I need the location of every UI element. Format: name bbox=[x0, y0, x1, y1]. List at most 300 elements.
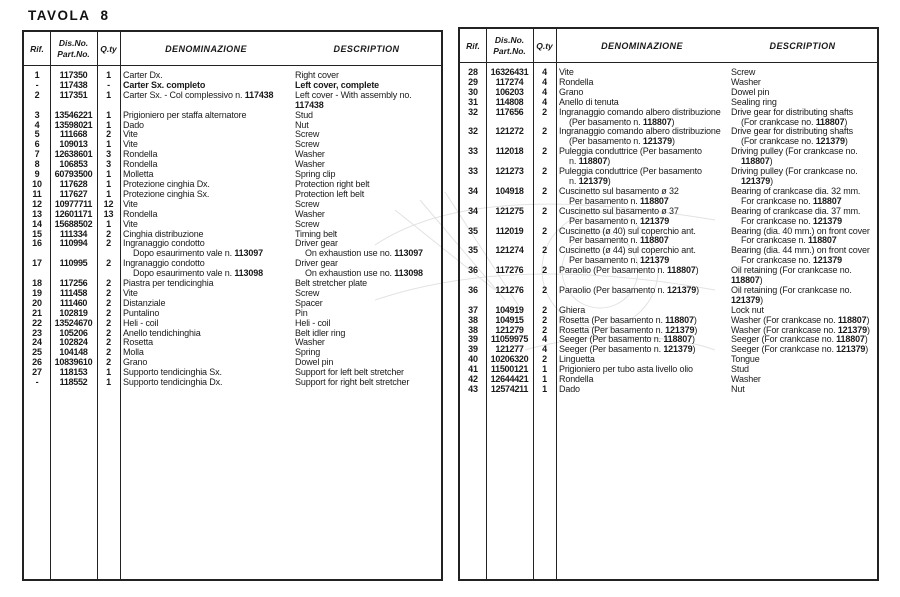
cell-part: 11059975 bbox=[490, 334, 529, 345]
cell-den bbox=[556, 167, 728, 187]
cell-rif: 38 bbox=[468, 314, 478, 325]
cell-qty: 2 bbox=[542, 304, 547, 315]
row-text-line: Bearing (dia. 44 mm.) on front cover bbox=[731, 245, 870, 256]
cell-qty: 2 bbox=[542, 245, 547, 256]
cell-desc bbox=[728, 207, 877, 227]
cell-part: 121274 bbox=[495, 245, 524, 256]
row-note-line: Per basamento n. 121379 bbox=[569, 255, 670, 266]
cell-qty: 1 bbox=[106, 119, 111, 130]
cell-part: 121276 bbox=[495, 284, 524, 295]
cell-qty: 1 bbox=[106, 109, 111, 120]
column-divider bbox=[556, 29, 557, 579]
cell-qty: 4 bbox=[542, 344, 547, 355]
cell-rif: 15 bbox=[32, 228, 42, 239]
row-text-line: Drive gear for distributing shafts bbox=[731, 126, 853, 137]
cell-part: 102824 bbox=[59, 337, 88, 348]
row-text-line: Screw bbox=[295, 287, 320, 298]
cell-part: 110995 bbox=[59, 258, 88, 269]
row-text-line: Anello di tenuta bbox=[559, 96, 619, 107]
row-text-line: Grano bbox=[559, 86, 584, 97]
row-note-line: For crankcase no. 121379 bbox=[741, 255, 842, 266]
cell-qty: 4 bbox=[542, 67, 547, 77]
row-note-line: n. 121379) bbox=[569, 175, 611, 186]
row-text-line: Ghiera bbox=[559, 304, 586, 315]
col-header-qty: Q.ty bbox=[536, 40, 553, 51]
cell-part: 104919 bbox=[495, 304, 524, 315]
cell-qty: 2 bbox=[542, 185, 547, 196]
cell-rif: 16 bbox=[32, 238, 42, 249]
cell-desc bbox=[292, 111, 441, 121]
cell-part: 104915 bbox=[495, 314, 524, 325]
cell-qty: 3 bbox=[106, 149, 111, 160]
cell-den bbox=[556, 266, 728, 276]
cell-part: 121273 bbox=[495, 166, 524, 177]
row-text-line: Puleggia conduttrice (Per basamento bbox=[559, 146, 702, 157]
cell-desc bbox=[728, 127, 877, 147]
row-text-line: Vite bbox=[123, 139, 138, 150]
row-text-line: Washer bbox=[295, 208, 325, 219]
cell-desc bbox=[292, 239, 441, 259]
row-text-line: Dado bbox=[559, 384, 580, 394]
cell-qty: 2 bbox=[542, 166, 547, 177]
cell-rif: 42 bbox=[468, 374, 478, 385]
cell-desc bbox=[728, 108, 877, 128]
row-text-line: Nut bbox=[295, 119, 309, 130]
cell-den bbox=[556, 385, 728, 395]
cell-rif: 23 bbox=[32, 327, 42, 338]
row-note-line: Per basamento n. 118807 bbox=[569, 195, 669, 206]
row-text-line: Rosetta bbox=[123, 337, 153, 348]
cell-den bbox=[556, 286, 728, 296]
cell-part: 111460 bbox=[59, 297, 88, 308]
cell-desc bbox=[292, 299, 441, 309]
cell-qty: 2 bbox=[106, 327, 111, 338]
cell-rif: 32 bbox=[468, 126, 478, 137]
col-header-denominazione: DENOMINAZIONE bbox=[601, 40, 683, 51]
row-text-line: Ingranaggio comando albero distribuzione bbox=[559, 126, 721, 137]
col-header-part-no bbox=[50, 38, 97, 59]
cell-part: 117276 bbox=[495, 265, 524, 276]
row-text-line: Tongue bbox=[731, 354, 760, 365]
row-text-line: Ingranaggio condotto bbox=[123, 238, 205, 249]
cell-den bbox=[120, 210, 292, 220]
parts-table-right bbox=[458, 27, 879, 581]
table-row bbox=[460, 246, 877, 266]
row-text-line: Seeger (Per basamento n. 121379) bbox=[559, 344, 696, 355]
col-header-part-no bbox=[486, 35, 533, 56]
row-text-line: Protezione cinghia Sx. bbox=[123, 188, 210, 199]
cell-part: 112019 bbox=[495, 225, 524, 236]
cell-qty: 1 bbox=[542, 364, 547, 375]
cell-qty: 2 bbox=[542, 205, 547, 216]
row-text-line: Bearing (dia. 40 mm.) on front cover bbox=[731, 225, 870, 236]
col-header-rif: Rif. bbox=[30, 43, 44, 54]
table-row bbox=[460, 147, 877, 167]
col-header-description: DESCRIPTION bbox=[769, 40, 836, 51]
row-note-line: Per basamento n. 118807 bbox=[569, 235, 669, 246]
cell-desc bbox=[728, 355, 877, 365]
cell-rif: 37 bbox=[468, 304, 478, 315]
row-text-line: Supporto tendicinghia Dx. bbox=[123, 377, 223, 388]
col-header-dis-no: Dis.No. bbox=[494, 35, 525, 45]
row-text-line: Washer bbox=[731, 374, 761, 385]
row-text-line: Vite bbox=[559, 67, 574, 77]
row-text-line: Rondella bbox=[559, 76, 594, 87]
row-text-line: Vite bbox=[123, 287, 138, 298]
row-text-line: Spring bbox=[295, 347, 321, 358]
table-row bbox=[24, 239, 441, 259]
row-text-line: Belt idler ring bbox=[295, 327, 346, 338]
row-text-line: Washer bbox=[295, 149, 325, 160]
row-text-line: Puntalino bbox=[123, 307, 160, 318]
row-text-line: Dowel pin bbox=[731, 86, 770, 97]
row-text-line: Drive gear for distributing shafts bbox=[731, 106, 853, 117]
row-text-line: Bearing of crankcase dia. 37 mm. bbox=[731, 205, 861, 216]
cell-part: 10839610 bbox=[54, 357, 93, 368]
cell-rif: 21 bbox=[32, 307, 42, 318]
cell-qty: 2 bbox=[106, 129, 111, 140]
cell-qty: 2 bbox=[106, 357, 111, 368]
cell-qty: 1 bbox=[542, 384, 547, 394]
cell-den bbox=[556, 375, 728, 385]
cell-qty: 4 bbox=[542, 76, 547, 87]
row-text-line: Cuscinetto (ø 40) sul coperchio ant. bbox=[559, 225, 696, 236]
row-text-line: Ingranaggio condotto bbox=[123, 258, 205, 269]
cell-desc bbox=[728, 227, 877, 247]
cell-rif: 5 bbox=[34, 129, 40, 140]
cell-den bbox=[120, 239, 292, 259]
cell-part: 10206320 bbox=[490, 354, 529, 365]
row-text-line: Ingranaggio comando albero distribuzione bbox=[559, 106, 721, 117]
cell-qty: 2 bbox=[106, 337, 111, 348]
cell-part: 105206 bbox=[59, 327, 88, 338]
cell-rif: 26 bbox=[32, 357, 42, 368]
cell-rif: 27 bbox=[32, 367, 42, 378]
cell-qty: 1 bbox=[106, 89, 111, 100]
cell-part: 11500121 bbox=[490, 364, 529, 375]
row-note-line: Dopo esaurimento vale n. 113098 bbox=[133, 268, 263, 279]
cell-qty: 1 bbox=[106, 188, 111, 199]
cell-qty: 2 bbox=[542, 265, 547, 276]
cell-qty: 2 bbox=[106, 297, 111, 308]
row-text-line: Vite bbox=[123, 198, 138, 209]
row-text-line: Heli - coil bbox=[123, 317, 159, 328]
cell-qty: 1 bbox=[106, 70, 111, 80]
row-text-line: Washer (For crankcase no. 121379) bbox=[731, 324, 870, 335]
col-header-description: DESCRIPTION bbox=[333, 43, 400, 54]
cell-qty: 4 bbox=[542, 86, 547, 97]
col-header-rif: Rif. bbox=[466, 40, 480, 51]
cell-den bbox=[120, 130, 292, 140]
cell-desc bbox=[728, 385, 877, 395]
cell-part: 104148 bbox=[59, 347, 88, 358]
col-header-denominazione: DENOMINAZIONE bbox=[165, 43, 247, 54]
cell-rif: 11 bbox=[32, 188, 42, 199]
row-text-line: Prigioniero per staffa alternatore bbox=[123, 109, 247, 120]
column-divider bbox=[97, 32, 98, 579]
cell-rif: 32 bbox=[468, 106, 478, 117]
cell-rif: 38 bbox=[468, 324, 478, 335]
row-text-line: Stud bbox=[295, 109, 313, 120]
row-text-line: Molla bbox=[123, 347, 144, 358]
cell-part: 110994 bbox=[59, 238, 88, 249]
row-note-line: Dopo esaurimento vale n. 113097 bbox=[133, 248, 263, 259]
table-header-right bbox=[460, 29, 877, 63]
cell-desc bbox=[728, 286, 877, 306]
cell-rif: 3 bbox=[34, 109, 40, 120]
cell-rif: 34 bbox=[468, 205, 478, 216]
row-text-line: Oil retaining (For crankcase no. 118807) bbox=[731, 265, 852, 286]
cell-part: 111668 bbox=[59, 129, 88, 140]
cell-qty: 4 bbox=[542, 334, 547, 345]
row-text-line: Bearing of crankcase dia. 32 mm. bbox=[731, 185, 861, 196]
row-text-line: Driving pulley (For crankcase no. bbox=[731, 166, 858, 177]
cell-qty: 1 bbox=[106, 367, 111, 378]
cell-qty: 2 bbox=[542, 106, 547, 117]
cell-qty: 2 bbox=[106, 287, 111, 298]
row-text-line: Molletta bbox=[123, 169, 154, 180]
row-text-line: Washer bbox=[295, 159, 325, 170]
cell-desc bbox=[728, 266, 877, 286]
row-text-line: Rondella bbox=[123, 159, 158, 170]
cell-part: 117350 bbox=[59, 70, 88, 80]
cell-desc bbox=[728, 187, 877, 207]
row-text-line: Support for left belt stretcher bbox=[295, 367, 404, 378]
cell-qty: 2 bbox=[106, 228, 111, 239]
cell-part: 109013 bbox=[59, 139, 88, 150]
cell-qty: 3 bbox=[106, 159, 111, 170]
row-text-line: Left cover - With assembly no. 117438 bbox=[295, 89, 412, 110]
table-row bbox=[460, 127, 877, 147]
cell-qty: 2 bbox=[542, 314, 547, 325]
cell-rif: 2 bbox=[34, 89, 40, 100]
cell-qty: 2 bbox=[106, 347, 111, 358]
cell-rif: - bbox=[35, 377, 39, 388]
cell-qty: 2 bbox=[542, 324, 547, 335]
row-text-line: Anello tendichinghia bbox=[123, 327, 201, 338]
row-text-line: Protection left belt bbox=[295, 188, 365, 199]
table-row bbox=[460, 227, 877, 247]
cell-qty: 2 bbox=[106, 238, 111, 249]
cell-desc bbox=[728, 147, 877, 167]
column-divider bbox=[50, 32, 51, 579]
cell-rif: 35 bbox=[468, 225, 478, 236]
cell-qty: 2 bbox=[542, 354, 547, 365]
cell-part: 15688502 bbox=[54, 218, 93, 229]
cell-part: 111458 bbox=[59, 287, 88, 298]
cell-den bbox=[556, 227, 728, 247]
cell-den bbox=[556, 127, 728, 147]
row-text-line: Piastra per tendicinghia bbox=[123, 278, 214, 289]
row-text-line: Washer bbox=[295, 337, 325, 348]
cell-part: 13598021 bbox=[54, 119, 93, 130]
row-text-line: Oil retaining (For crankcase no. 121379) bbox=[731, 284, 852, 305]
row-note-line: (Per basamento n. 121379) bbox=[569, 136, 675, 147]
row-text-line: Timing belt bbox=[295, 228, 338, 239]
cell-qty: 2 bbox=[542, 284, 547, 295]
cell-den bbox=[120, 91, 292, 101]
row-text-line: Paraolio (Per basamento n. 118807) bbox=[559, 265, 699, 276]
cell-desc bbox=[728, 246, 877, 266]
cell-part: 117438 bbox=[59, 79, 88, 90]
row-note-line: For crankcase no. 118807 bbox=[741, 195, 842, 206]
cell-den bbox=[120, 190, 292, 200]
table-row bbox=[460, 187, 877, 207]
cell-qty: 2 bbox=[106, 317, 111, 328]
row-text-line: Left cover, complete bbox=[295, 79, 380, 90]
cell-rif: 31 bbox=[468, 96, 478, 107]
cell-rif: 34 bbox=[468, 185, 478, 196]
row-note-line: For crankcase no. 121379 bbox=[741, 215, 842, 226]
cell-part: 13546221 bbox=[54, 109, 93, 120]
cell-rif: 20 bbox=[32, 297, 42, 308]
cell-part: 12574211 bbox=[490, 384, 529, 394]
row-text-line: Belt stretcher plate bbox=[295, 278, 368, 289]
row-text-line: Screw bbox=[731, 67, 756, 77]
table-row bbox=[24, 220, 441, 230]
cell-rif: 25 bbox=[32, 347, 42, 358]
cell-rif: 10 bbox=[32, 178, 42, 189]
cell-den bbox=[120, 378, 292, 388]
cell-part: 12644421 bbox=[490, 374, 529, 385]
row-text-line: Screw bbox=[295, 198, 320, 209]
row-note-line: (Per basamento n. 118807) bbox=[569, 116, 675, 127]
cell-den bbox=[556, 207, 728, 227]
cell-qty: 2 bbox=[542, 146, 547, 157]
cell-qty: 1 bbox=[106, 178, 111, 189]
cell-part: 121272 bbox=[495, 126, 524, 137]
table-row bbox=[460, 385, 877, 395]
cell-den bbox=[120, 279, 292, 289]
row-text-line: Dowel pin bbox=[295, 357, 334, 368]
cell-qty: - bbox=[107, 79, 110, 90]
cell-den bbox=[120, 111, 292, 121]
row-text-line: Rondella bbox=[123, 149, 158, 160]
row-text-line: Protezione cinghia Dx. bbox=[123, 178, 210, 189]
cell-part: 117256 bbox=[59, 278, 88, 289]
row-text-line: Rosetta (Per basamento n. 118807) bbox=[559, 314, 697, 325]
cell-rif: 22 bbox=[32, 317, 42, 328]
row-text-line: Driver gear bbox=[295, 238, 338, 249]
row-text-line: Rosetta (Per basamento n. 121379) bbox=[559, 324, 698, 335]
cell-qty: 2 bbox=[106, 278, 111, 289]
cell-rif: 9 bbox=[34, 169, 40, 180]
table-row bbox=[460, 108, 877, 128]
row-text-line: Cinghia distribuzione bbox=[123, 228, 204, 239]
table-row bbox=[460, 286, 877, 306]
row-text-line: Heli - coil bbox=[295, 317, 331, 328]
row-text-line: Cuscinetto sul basamento ø 37 bbox=[559, 205, 679, 216]
cell-part: 117656 bbox=[495, 106, 524, 117]
cell-part: 121275 bbox=[495, 205, 524, 216]
row-text-line: Spring clip bbox=[295, 169, 336, 180]
cell-rif: 17 bbox=[32, 258, 42, 269]
row-text-line: Driver gear bbox=[295, 258, 338, 269]
row-text-line: Sealing ring bbox=[731, 96, 777, 107]
row-note-line: 118807) bbox=[741, 156, 773, 167]
row-text-line: Seeger (For crankcase no. 121379) bbox=[731, 344, 869, 355]
row-text-line: Puleggia conduttrice (Per basamento bbox=[559, 166, 702, 177]
row-text-line: Linguetta bbox=[559, 354, 595, 365]
cell-desc bbox=[292, 378, 441, 388]
cell-part: 117274 bbox=[495, 76, 524, 87]
cell-rif: 39 bbox=[468, 344, 478, 355]
cell-den bbox=[556, 147, 728, 167]
row-text-line: Prigioniero per tubo asta livello olio bbox=[559, 364, 693, 375]
row-text-line: Protection right belt bbox=[295, 178, 370, 189]
row-text-line: Screw bbox=[295, 139, 320, 150]
row-text-line: Seeger (For crankcase no. 118807) bbox=[731, 334, 868, 345]
cell-rif: 24 bbox=[32, 337, 42, 348]
col-header-part-no-line2: Part.No. bbox=[57, 48, 90, 59]
cell-rif: 33 bbox=[468, 166, 478, 177]
cell-rif: 7 bbox=[34, 149, 40, 160]
row-text-line: Driving pulley (For crankcase no. bbox=[731, 146, 858, 157]
parts-table-left bbox=[22, 30, 443, 581]
row-text-line: Stud bbox=[731, 364, 749, 375]
row-text-line: Paraolio (Per basamento n. 121379) bbox=[559, 284, 700, 295]
cell-qty: 2 bbox=[106, 258, 111, 269]
cell-part: 114808 bbox=[495, 96, 524, 107]
cell-rif: 39 bbox=[468, 334, 478, 345]
row-note-line: For crankcase n. 118807 bbox=[741, 235, 837, 246]
row-text-line: Carter Sx. - Col complessivo n. 117438 bbox=[123, 89, 274, 100]
row-text-line: Vite bbox=[123, 129, 138, 140]
row-text-line: Supporto tendicinghia Sx. bbox=[123, 367, 222, 378]
table-row bbox=[460, 266, 877, 286]
cell-rif: - bbox=[35, 79, 39, 90]
row-text-line: Dado bbox=[123, 119, 144, 130]
row-note-line: 121379) bbox=[741, 175, 773, 186]
row-note-line: (For crankcase no. 118807) bbox=[741, 116, 848, 127]
cell-rif: 29 bbox=[468, 76, 478, 87]
cell-den bbox=[120, 259, 292, 279]
cell-part: 117627 bbox=[59, 188, 88, 199]
cell-part: 12601171 bbox=[54, 208, 93, 219]
cell-qty: 13 bbox=[103, 208, 114, 219]
cell-qty: 1 bbox=[106, 218, 111, 229]
cell-part: 12638601 bbox=[54, 149, 93, 160]
cell-part: 117628 bbox=[59, 178, 88, 189]
cell-part: 106203 bbox=[495, 86, 524, 97]
column-divider bbox=[120, 32, 121, 579]
row-text-line: Distanziale bbox=[123, 297, 166, 308]
cell-rif: 35 bbox=[468, 245, 478, 256]
cell-part: 112018 bbox=[495, 146, 524, 157]
table-row bbox=[24, 91, 441, 111]
row-text-line: Carter Sx. completo bbox=[123, 79, 206, 90]
cell-part: 106853 bbox=[59, 159, 88, 170]
cell-rif: 43 bbox=[468, 384, 478, 394]
cell-qty: 2 bbox=[542, 126, 547, 137]
row-text-line: Washer (For crankcase no. 118807) bbox=[731, 314, 870, 325]
cell-part: 10977711 bbox=[54, 198, 93, 209]
cell-rif: 18 bbox=[32, 278, 42, 289]
cell-desc bbox=[728, 375, 877, 385]
cell-desc bbox=[292, 259, 441, 279]
cell-part: 102819 bbox=[59, 307, 88, 318]
cell-desc bbox=[728, 167, 877, 187]
cell-part: 13524670 bbox=[54, 317, 93, 328]
cell-part: 118153 bbox=[59, 367, 88, 378]
cell-part: 60793500 bbox=[54, 169, 93, 180]
row-note-line: On exhaustion use no. 113098 bbox=[305, 268, 423, 279]
cell-part: 111334 bbox=[59, 228, 88, 239]
cell-qty: 2 bbox=[542, 225, 547, 236]
row-text-line: Pin bbox=[295, 307, 308, 318]
cell-qty: 4 bbox=[542, 96, 547, 107]
cell-qty: 1 bbox=[106, 377, 111, 388]
